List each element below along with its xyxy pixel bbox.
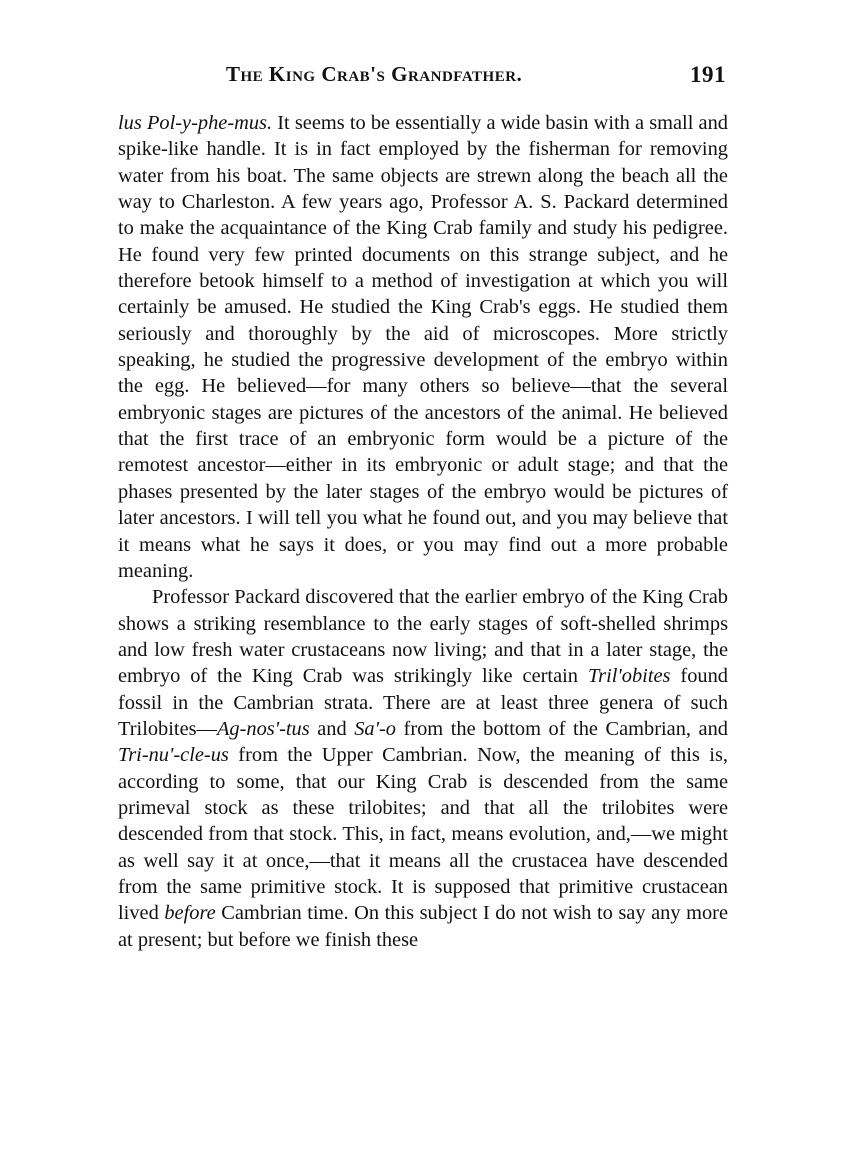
paragraph-2-text-3: and — [309, 717, 355, 740]
paragraph-2-text-2: found fossil in the Cambrian strata. There are at least three genera of such Trilobites— — [118, 665, 729, 740]
paragraph-2 — [118, 584, 728, 953]
term-agnostus: Ag-nos'-tus — [216, 717, 310, 740]
body-text — [118, 110, 728, 953]
book-page — [118, 58, 728, 1108]
page-header — [118, 58, 728, 98]
paragraph-1 — [118, 110, 728, 584]
page-number: 191 — [690, 62, 726, 87]
paragraph-2-text-6: Cambrian time. On this subject I do not wish to say any more at present; but before we finish these — [118, 902, 728, 951]
term-trinucleus: Tri-nu'-cle-us — [118, 744, 229, 767]
paragraph-2-text-4: from the bottom of the Cambrian, and — [395, 717, 728, 740]
paragraph-1-text: It seems to be essentially a wide basin with a small and spike-like handle. It is in fact employed by the fisherman for removing water from his boat. The same objects are strewn along the beach all the way to Charleston. A few years ago, Professor A. S. Packard determined to make the acquaintance of the King Crab family and study his pedigree. He found very few printed documents on this strange subject, and he therefore betook himself to a method of investigation at which you will certainly be amused. He studied the King Crab's eggs. He studied them seriously and thoroughly by the aid of microscopes. More strictly speaking, he studied the progressive development of the embryo within the egg. He believed—for many others so believe—that the several embryonic stages are pictures of the ancestors of the animal. He believed that the first trace of an embryonic form would be a picture of the remotest ancestor—either in its embryonic or adult stage; and that the phases presented by the later stages of the embryo would be pictures of later ancestors. I will tell you what he found out, and you may believe that it means what he says it does, or you may find out a more probable meaning. — [118, 112, 728, 582]
running-head: The King Crab's Grandfather. — [226, 62, 523, 86]
term-before: before — [164, 902, 216, 925]
paragraph-2-text-5: from the Upper Cambrian. Now, the meaning of this is, according to some, that our King Crab is descended from the same primeval stock as these trilobites; and that all the trilobites were descended from that stock. This, in fact, means evolution, and,—we might as well say it at once,—that it means all the crustacea have descended from the same primitive stock. It is supposed that primitive crustacean lived — [118, 744, 728, 925]
term-sao: Sa'-o — [354, 717, 396, 740]
species-name: lus Pol-y-phe-mus. — [118, 112, 273, 134]
paragraph-2-text-1: Professor Packard discovered that the earlier embryo of the King Crab shows a striking resemblance to the early stages of soft-shelled shrimps and low fresh water crustaceans now living; and that in a later stage, the embryo of the King Crab was strikingly like certain — [118, 586, 728, 688]
term-trilobites: Tril'obites — [587, 665, 671, 688]
